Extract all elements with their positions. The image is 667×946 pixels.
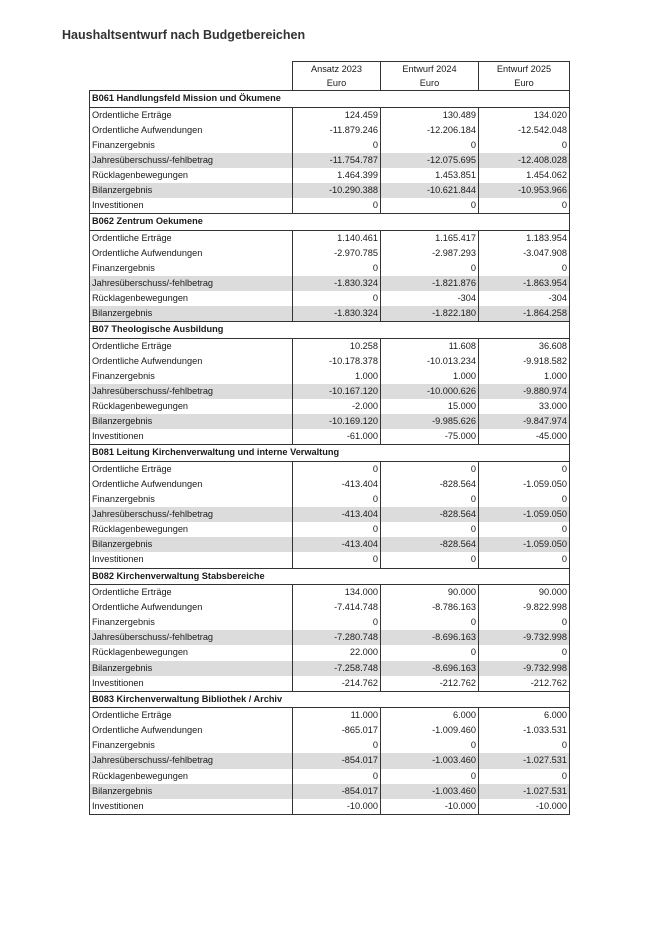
row-label: Jahresüberschuss/-fehlbetrag (90, 507, 293, 522)
row-label: Bilanzergebnis (90, 306, 293, 322)
section-header (90, 445, 570, 462)
row-value: 0 (293, 461, 381, 477)
row-value: 0 (293, 291, 381, 306)
row-value: 6.000 (479, 708, 570, 724)
row-value: -413.404 (293, 477, 381, 492)
row-value: 22.000 (293, 645, 381, 660)
row-label: Rücklagenbewegungen (90, 645, 293, 660)
section-title: B083 Kirchenverwaltung Bibliothek / Archiv (90, 691, 570, 708)
row-label: Finanzergebnis (90, 138, 293, 153)
row-value: -828.564 (381, 477, 479, 492)
table-header-row-2 (90, 76, 570, 91)
table-row (90, 537, 570, 552)
row-value: -9.918.582 (479, 354, 570, 369)
section-header (90, 214, 570, 231)
table-row (90, 477, 570, 492)
row-value: -7.280.748 (293, 630, 381, 645)
row-value: -10.621.844 (381, 183, 479, 198)
table-row (90, 461, 570, 477)
row-value: -9.847.974 (479, 414, 570, 429)
table-row (90, 153, 570, 168)
row-value: -7.258.748 (293, 661, 381, 676)
section-header (90, 568, 570, 585)
table-row (90, 138, 570, 153)
row-value: -1.863.954 (479, 276, 570, 291)
row-value: -11.879.246 (293, 123, 381, 138)
budget-table (89, 61, 570, 815)
table-row (90, 522, 570, 537)
row-label: Jahresüberschuss/-fehlbetrag (90, 153, 293, 168)
row-value: 0 (381, 769, 479, 784)
table-row (90, 183, 570, 198)
row-value: 0 (293, 492, 381, 507)
row-value: -212.762 (479, 676, 570, 692)
table-row (90, 585, 570, 601)
row-value: 0 (479, 198, 570, 214)
row-value: -1.009.460 (381, 723, 479, 738)
row-value: 0 (381, 461, 479, 477)
row-value: -2.987.293 (381, 246, 479, 261)
row-value: -10.000 (479, 799, 570, 815)
table-row (90, 399, 570, 414)
row-value: -1.059.050 (479, 537, 570, 552)
row-value: 0 (381, 645, 479, 660)
header-ansatz-2023: Ansatz 2023 (293, 62, 381, 77)
row-value: 1.464.399 (293, 168, 381, 183)
row-value: -12.408.028 (479, 153, 570, 168)
row-value: -61.000 (293, 429, 381, 445)
row-label: Bilanzergebnis (90, 537, 293, 552)
row-value: 90.000 (381, 585, 479, 601)
table-row (90, 784, 570, 799)
row-label: Investitionen (90, 429, 293, 445)
row-value: -1.822.180 (381, 306, 479, 322)
row-label: Jahresüberschuss/-fehlbetrag (90, 753, 293, 768)
header-blank (90, 62, 293, 77)
row-value: 0 (479, 138, 570, 153)
row-value: 0 (293, 198, 381, 214)
row-value: 1.000 (479, 369, 570, 384)
row-label: Jahresüberschuss/-fehlbetrag (90, 384, 293, 399)
row-value: -10.953.966 (479, 183, 570, 198)
row-value: 0 (479, 461, 570, 477)
row-value: -1.003.460 (381, 753, 479, 768)
table-row (90, 507, 570, 522)
row-label: Investitionen (90, 676, 293, 692)
row-value: -1.059.050 (479, 477, 570, 492)
table-row (90, 492, 570, 507)
table-row (90, 552, 570, 568)
row-value: 33.000 (479, 399, 570, 414)
row-value: 0 (293, 261, 381, 276)
row-value: 124.459 (293, 107, 381, 123)
row-value: -1.830.324 (293, 306, 381, 322)
table-row (90, 338, 570, 354)
row-value: 0 (479, 522, 570, 537)
table-row (90, 123, 570, 138)
row-value: 1.000 (381, 369, 479, 384)
row-value: 15.000 (381, 399, 479, 414)
row-value: -1.821.876 (381, 276, 479, 291)
row-value: -413.404 (293, 537, 381, 552)
row-value: -854.017 (293, 753, 381, 768)
table-row (90, 615, 570, 630)
row-label: Ordentliche Erträge (90, 461, 293, 477)
table-row (90, 198, 570, 214)
row-value: -10.000 (381, 799, 479, 815)
row-label: Ordentliche Erträge (90, 107, 293, 123)
table-row (90, 753, 570, 768)
table-row (90, 230, 570, 246)
table-row (90, 354, 570, 369)
row-label: Bilanzergebnis (90, 414, 293, 429)
header-entwurf-2024: Entwurf 2024 (381, 62, 479, 77)
row-value: 134.020 (479, 107, 570, 123)
row-value: 1.454.062 (479, 168, 570, 183)
table-row (90, 645, 570, 660)
row-value: -1.864.258 (479, 306, 570, 322)
row-value: -10.290.388 (293, 183, 381, 198)
table-row (90, 369, 570, 384)
table-row (90, 414, 570, 429)
row-value: -7.414.748 (293, 600, 381, 615)
table-row (90, 630, 570, 645)
row-value: -1.027.531 (479, 753, 570, 768)
row-value: 0 (293, 615, 381, 630)
row-value: -12.542.048 (479, 123, 570, 138)
row-value: -10.167.120 (293, 384, 381, 399)
row-label: Bilanzergebnis (90, 784, 293, 799)
row-value: -1.027.531 (479, 784, 570, 799)
row-label: Jahresüberschuss/-fehlbetrag (90, 276, 293, 291)
header-blank (90, 76, 293, 91)
row-label: Bilanzergebnis (90, 183, 293, 198)
row-label: Rücklagenbewegungen (90, 522, 293, 537)
table-row (90, 306, 570, 322)
row-value: 0 (381, 522, 479, 537)
row-value: 0 (381, 261, 479, 276)
header-entwurf-2025: Entwurf 2025 (479, 62, 570, 77)
row-label: Ordentliche Aufwendungen (90, 246, 293, 261)
row-label: Investitionen (90, 799, 293, 815)
row-value: -10.000 (293, 799, 381, 815)
row-value: -9.880.974 (479, 384, 570, 399)
table-row (90, 769, 570, 784)
row-value: 0 (479, 738, 570, 753)
row-label: Rücklagenbewegungen (90, 168, 293, 183)
row-label: Finanzergebnis (90, 615, 293, 630)
section-title: B062 Zentrum Oekumene (90, 214, 570, 231)
row-label: Finanzergebnis (90, 261, 293, 276)
row-value: 130.489 (381, 107, 479, 123)
row-value: -75.000 (381, 429, 479, 445)
row-value: 36.608 (479, 338, 570, 354)
row-value: -828.564 (381, 507, 479, 522)
row-label: Rücklagenbewegungen (90, 291, 293, 306)
row-label: Ordentliche Aufwendungen (90, 600, 293, 615)
row-value: -214.762 (293, 676, 381, 692)
row-value: -10.169.120 (293, 414, 381, 429)
row-value: 0 (381, 552, 479, 568)
row-value: -12.206.184 (381, 123, 479, 138)
row-value: -10.000.626 (381, 384, 479, 399)
section-header (90, 691, 570, 708)
row-value: -10.013.234 (381, 354, 479, 369)
row-value: -828.564 (381, 537, 479, 552)
section-title: B082 Kirchenverwaltung Stabsbereiche (90, 568, 570, 585)
row-value: 10.258 (293, 338, 381, 354)
row-value: -1.059.050 (479, 507, 570, 522)
row-label: Rücklagenbewegungen (90, 399, 293, 414)
row-label: Ordentliche Aufwendungen (90, 123, 293, 138)
table-row (90, 291, 570, 306)
row-value: 1.140.461 (293, 230, 381, 246)
header-unit-2024: Euro (381, 76, 479, 91)
header-unit-2023: Euro (293, 76, 381, 91)
row-value: -3.047.908 (479, 246, 570, 261)
row-value: -8.696.163 (381, 630, 479, 645)
table-row (90, 429, 570, 445)
row-value: 134.000 (293, 585, 381, 601)
row-label: Bilanzergebnis (90, 661, 293, 676)
row-value: 1.000 (293, 369, 381, 384)
table-row (90, 107, 570, 123)
row-label: Finanzergebnis (90, 369, 293, 384)
row-value: -10.178.378 (293, 354, 381, 369)
row-value: -12.075.695 (381, 153, 479, 168)
row-value: -1.830.324 (293, 276, 381, 291)
row-value: 0 (479, 645, 570, 660)
row-value: 0 (293, 138, 381, 153)
row-value: -8.786.163 (381, 600, 479, 615)
row-value: 11.608 (381, 338, 479, 354)
row-value: 6.000 (381, 708, 479, 724)
page-title: Haushaltsentwurf nach Budgetbereichen (62, 28, 306, 42)
table-row (90, 799, 570, 815)
row-value: -9.985.626 (381, 414, 479, 429)
row-value: -2.000 (293, 399, 381, 414)
row-value: -9.732.998 (479, 661, 570, 676)
row-label: Ordentliche Aufwendungen (90, 477, 293, 492)
row-value: 0 (293, 769, 381, 784)
table-header-row-1 (90, 62, 570, 77)
row-label: Ordentliche Erträge (90, 338, 293, 354)
section-header (90, 91, 570, 108)
row-value: -1.003.460 (381, 784, 479, 799)
row-label: Finanzergebnis (90, 738, 293, 753)
row-label: Ordentliche Aufwendungen (90, 723, 293, 738)
row-value: 0 (381, 738, 479, 753)
row-value: -45.000 (479, 429, 570, 445)
row-value: 0 (293, 552, 381, 568)
row-value: 0 (381, 492, 479, 507)
row-value: 90.000 (479, 585, 570, 601)
row-value: -1.033.531 (479, 723, 570, 738)
row-label: Rücklagenbewegungen (90, 769, 293, 784)
row-value: 0 (293, 522, 381, 537)
table-row (90, 676, 570, 692)
table-row (90, 168, 570, 183)
row-value: -854.017 (293, 784, 381, 799)
row-value: 1.183.954 (479, 230, 570, 246)
row-label: Finanzergebnis (90, 492, 293, 507)
section-title: B081 Leitung Kirchenverwaltung und interne Verwaltung (90, 445, 570, 462)
table-row (90, 384, 570, 399)
row-value: 0 (479, 261, 570, 276)
table-row (90, 261, 570, 276)
row-value: 0 (381, 198, 479, 214)
row-label: Investitionen (90, 552, 293, 568)
section-title: B07 Theologische Ausbildung (90, 322, 570, 339)
row-value: 1.165.417 (381, 230, 479, 246)
row-value: 0 (479, 552, 570, 568)
section-header (90, 322, 570, 339)
table-row (90, 276, 570, 291)
row-label: Ordentliche Aufwendungen (90, 354, 293, 369)
table-row (90, 723, 570, 738)
row-label: Ordentliche Erträge (90, 585, 293, 601)
row-value: -8.696.163 (381, 661, 479, 676)
row-label: Jahresüberschuss/-fehlbetrag (90, 630, 293, 645)
table-row (90, 661, 570, 676)
row-label: Ordentliche Erträge (90, 708, 293, 724)
row-value: 0 (479, 492, 570, 507)
table-row (90, 738, 570, 753)
row-value: -9.732.998 (479, 630, 570, 645)
header-unit-2025: Euro (479, 76, 570, 91)
row-label: Ordentliche Erträge (90, 230, 293, 246)
row-value: 1.453.851 (381, 168, 479, 183)
section-title: B061 Handlungsfeld Mission und Ökumene (90, 91, 570, 108)
row-value: 0 (479, 615, 570, 630)
row-value: -413.404 (293, 507, 381, 522)
row-value: -865.017 (293, 723, 381, 738)
row-label: Investitionen (90, 198, 293, 214)
row-value: 0 (381, 138, 479, 153)
row-value: -304 (479, 291, 570, 306)
row-value: 0 (381, 615, 479, 630)
row-value: -9.822.998 (479, 600, 570, 615)
row-value: 11.000 (293, 708, 381, 724)
row-value: -212.762 (381, 676, 479, 692)
table-row (90, 708, 570, 724)
table-row (90, 246, 570, 261)
table-row (90, 600, 570, 615)
row-value: -11.754.787 (293, 153, 381, 168)
row-value: -304 (381, 291, 479, 306)
row-value: 0 (293, 738, 381, 753)
row-value: -2.970.785 (293, 246, 381, 261)
row-value: 0 (479, 769, 570, 784)
